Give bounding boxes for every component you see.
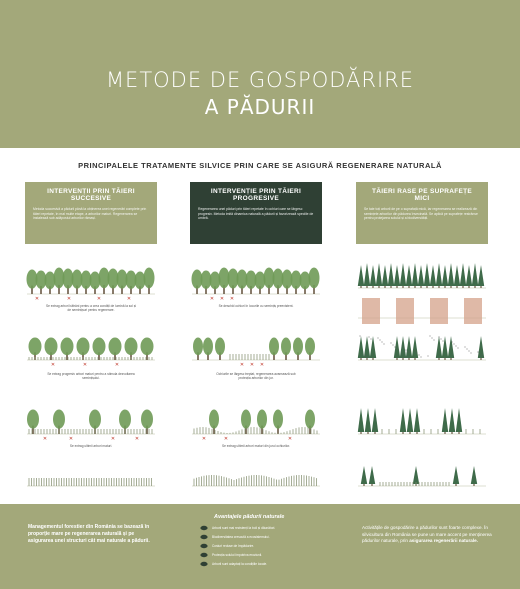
seed-dot <box>480 354 481 355</box>
scene-caption: Ochiurile se lărgesc treptat, regenerarea avansează sub protecția arborilor din jur. <box>216 372 296 381</box>
conifer-tree-icon <box>394 265 400 288</box>
seed-dot <box>360 336 361 337</box>
conifer-tree-icon <box>456 408 462 434</box>
scene-caption: Se extrag progresiv arbori maturi pentru a stimula dezvoltarea semințișului. <box>47 372 135 381</box>
cut-mark-icon: ✕ <box>50 362 56 368</box>
seed-dot <box>439 337 440 338</box>
conifer-tree-icon <box>400 408 406 434</box>
seed-dot <box>471 353 472 354</box>
card-text: Metoda succesivă a pădurii până la obținerea unei regenerări complete prin tăieri repetate, în mai multe etape, a arborilor maturi. Regenerarea se instalează sub adăpostul arborilor rămași. <box>33 207 147 221</box>
conifer-tree-icon <box>358 336 364 360</box>
forest-scene <box>25 266 157 302</box>
cut-mark-icon: ✕ <box>219 296 225 302</box>
forest-scene <box>356 402 488 442</box>
forest-scene <box>356 332 488 368</box>
conifer-tree-icon <box>412 336 418 360</box>
seed-dot <box>452 342 453 343</box>
scene-caption: Se deschid ochiuri în locurile cu semințiș preexistent. <box>218 304 294 308</box>
conifer-tree-icon <box>436 336 442 360</box>
broadleaf-tree-icon <box>144 267 155 294</box>
seed-dot <box>443 341 444 342</box>
seed-dot <box>458 348 459 349</box>
broadleaf-tree-icon <box>305 410 315 434</box>
card-text: Regenerarea unei păduri prin tăieri repetate în ochiuri care se lărgesc progresiv. Metoda imită dinamica naturală a pădurii și favorizează speciile de umbră. <box>198 207 314 221</box>
seed-dot <box>454 344 455 345</box>
conifer-tree-icon <box>472 263 478 288</box>
cut-mark-icon: ✕ <box>259 362 265 368</box>
broadleaf-tree-icon <box>305 338 315 360</box>
footer-right-text: Activitățile de gospodărire a pădurilor sunt foarte complexe. În silvicultura din România se pune un mare accent pe menținerea pădurilor naturale, prin asigurarea regenerării naturale. <box>362 525 492 543</box>
seed-dot <box>415 351 416 352</box>
conifer-tree-icon <box>364 336 370 360</box>
forest-scene <box>356 262 488 296</box>
forest-scene <box>25 464 157 494</box>
seed-dot <box>482 356 483 357</box>
cut-mark-icon: ✕ <box>126 296 132 302</box>
broadleaf-tree-icon <box>29 338 42 360</box>
forest-scene <box>190 266 322 302</box>
main-panel <box>0 148 520 504</box>
leaf-icon <box>200 543 208 549</box>
seed-dot <box>384 344 385 345</box>
broadleaf-tree-icon <box>273 410 283 434</box>
card-title: TĂIERI RASE PE SUPRAFEȚE MICI <box>371 188 473 202</box>
conifer-tree-icon <box>394 336 400 360</box>
conifer-tree-icon <box>436 263 442 288</box>
forest-scene <box>190 464 322 494</box>
seed-dot <box>434 340 435 341</box>
seed-dot <box>408 352 409 353</box>
seed-dot <box>395 347 396 348</box>
broadleaf-tree-icon <box>109 338 122 360</box>
forest-scene <box>25 402 157 442</box>
seed-dot <box>365 355 366 356</box>
list-item: Arborii sunt adaptați la condițiile locale. <box>200 559 330 568</box>
seed-dot <box>378 338 379 339</box>
header <box>0 0 520 148</box>
seed-dot <box>369 337 370 338</box>
forest-scene <box>190 402 322 442</box>
seed-dot <box>391 343 392 344</box>
seed-dot <box>445 343 446 344</box>
card-header <box>190 182 322 244</box>
seed-dot <box>380 340 381 341</box>
cut-mark-icon: ✕ <box>134 436 140 442</box>
advantages-title: Avantajele pădurii naturale <box>214 514 285 520</box>
cut-mark-icon: ✕ <box>96 296 102 302</box>
conifer-tree-icon <box>466 265 472 288</box>
conifer-tree-icon <box>365 408 371 434</box>
conifer-tree-icon <box>364 263 370 288</box>
column-successive-cuttings <box>25 182 157 496</box>
seed-dot <box>456 346 457 347</box>
broadleaf-tree-icon <box>309 267 320 294</box>
broadleaf-tree-icon <box>193 338 203 360</box>
seed-dot <box>441 339 442 340</box>
advantages-list <box>200 514 330 568</box>
conifer-tree-icon <box>358 408 364 434</box>
conifer-tree-icon <box>454 265 460 288</box>
seed-dot <box>478 352 479 353</box>
card-title: INTERVENȚII PRIN TĂIERI SUCCESIVE <box>47 188 135 202</box>
conifer-tree-icon <box>442 336 448 360</box>
page-title-line2: A PĂDURII <box>204 95 316 119</box>
broadleaf-tree-icon <box>293 338 303 360</box>
column-clear-cuttings <box>356 182 488 496</box>
seed-dot <box>402 346 403 347</box>
card-header <box>25 182 157 244</box>
cut-mark-icon: ✕ <box>110 436 116 442</box>
conifer-tree-icon <box>460 263 466 288</box>
cut-mark-icon: ✕ <box>223 436 229 442</box>
list-item: Protecția solului împotriva eroziunii. <box>200 550 330 559</box>
seed-dot <box>417 353 418 354</box>
conifer-tree-icon <box>471 466 477 486</box>
footer <box>0 504 520 589</box>
card-title: INTERVENȚIE PRIN TĂIERI PROGRESIVE <box>210 188 302 202</box>
conifer-tree-icon <box>414 408 420 434</box>
broadleaf-tree-icon <box>241 410 251 434</box>
cut-mark-icon: ✕ <box>34 296 40 302</box>
scene-caption: Se extrag arbori bătrâni pentru a crea condiții de lumină la sol și de semințișuri pentru regenerare. <box>45 304 136 313</box>
conifer-tree-icon <box>400 336 406 360</box>
conifer-tree-icon <box>369 466 375 486</box>
conifer-tree-icon <box>400 263 406 288</box>
seed-dot <box>382 342 383 343</box>
conifer-tree-icon <box>372 408 378 434</box>
conifer-tree-icon <box>448 336 454 360</box>
seed-dot <box>406 350 407 351</box>
list-item: Arborii sunt mai rezistenți la boli și dăunători. <box>200 523 330 532</box>
seed-dot <box>469 351 470 352</box>
cut-plot <box>362 298 380 324</box>
seed-dot <box>430 336 431 337</box>
plot-scene <box>356 296 488 326</box>
forest-scene <box>356 464 488 494</box>
conifer-tree-icon <box>412 263 418 288</box>
scene-caption: Se extrag ultimii arbori maturi din jurul ochiurilor. <box>221 444 291 448</box>
broadleaf-tree-icon <box>77 338 90 360</box>
seed-dot <box>421 357 422 358</box>
seed-dot <box>432 338 433 339</box>
leaf-icon <box>200 525 208 531</box>
broadleaf-tree-icon <box>281 338 291 360</box>
conifer-tree-icon <box>448 263 454 288</box>
forest-scene <box>25 332 157 368</box>
conifer-tree-icon <box>370 265 376 288</box>
panel-subtitle: PRINCIPALELE TRATAMENTE SILVICE PRIN CARE SE ASIGURĂ REGENERARE NATURALĂ <box>78 161 442 170</box>
cut-mark-icon: ✕ <box>229 296 235 302</box>
conifer-tree-icon <box>407 408 413 434</box>
seed-dot <box>419 355 420 356</box>
conifer-tree-icon <box>388 263 394 288</box>
column-progressive-cuttings <box>190 182 322 496</box>
cut-mark-icon: ✕ <box>66 296 72 302</box>
seed-dot <box>397 349 398 350</box>
broadleaf-tree-icon <box>209 410 219 434</box>
leaf-icon <box>200 534 208 540</box>
seed-dot <box>393 345 394 346</box>
cut-mark-icon: ✕ <box>114 362 120 368</box>
broadleaf-tree-icon <box>269 338 279 360</box>
cut-mark-icon: ✕ <box>42 436 48 442</box>
cut-mark-icon: ✕ <box>201 436 207 442</box>
list-item: Biodiversitatea crescută a ecosistemului. <box>200 532 330 541</box>
conifer-tree-icon <box>358 265 364 288</box>
leaf-icon <box>200 552 208 558</box>
conifer-tree-icon <box>453 466 459 486</box>
seed-dot <box>404 348 405 349</box>
forest-scene <box>190 332 322 368</box>
broadleaf-tree-icon <box>61 338 74 360</box>
cut-mark-icon: ✕ <box>287 436 293 442</box>
scene-caption: Se extrag ultimii arbori maturi. <box>69 444 113 448</box>
conifer-tree-icon <box>430 265 436 288</box>
cut-mark-icon: ✕ <box>68 436 74 442</box>
broadleaf-tree-icon <box>45 338 58 360</box>
conifer-tree-icon <box>376 263 382 288</box>
cut-mark-icon: ✕ <box>209 296 215 302</box>
conifer-tree-icon <box>361 466 367 486</box>
broadleaf-tree-icon <box>141 338 154 360</box>
conifer-tree-icon <box>478 265 484 288</box>
footer-left-text: Managementul forestier din România se bazează în proporție mare pe regenerarea naturală și pe asigurarea unei structuri cât mai naturale a pădurii. <box>28 524 150 544</box>
page-title-line1: METODE DE GOSPODĂRIRE <box>105 68 415 92</box>
cut-plot <box>464 298 482 324</box>
conifer-tree-icon <box>406 265 412 288</box>
seed-dot <box>371 339 372 340</box>
conifer-tree-icon <box>370 336 376 360</box>
cut-plot <box>396 298 414 324</box>
broadleaf-tree-icon <box>215 338 225 360</box>
conifer-tree-icon <box>442 408 448 434</box>
conifer-tree-icon <box>382 265 388 288</box>
cut-mark-icon: ✕ <box>239 362 245 368</box>
broadleaf-tree-icon <box>125 338 138 360</box>
conifer-tree-icon <box>418 265 424 288</box>
conifer-tree-icon <box>424 263 430 288</box>
conifer-tree-icon <box>478 336 484 360</box>
conifer-tree-icon <box>442 265 448 288</box>
seed-dot <box>465 347 466 348</box>
cut-plot <box>430 298 448 324</box>
conifer-tree-icon <box>449 408 455 434</box>
seed-dot <box>428 356 429 357</box>
conifer-tree-icon <box>406 336 412 360</box>
card-header <box>356 182 488 244</box>
cut-mark-icon: ✕ <box>82 362 88 368</box>
broadleaf-tree-icon <box>257 410 267 434</box>
seed-dot <box>367 357 368 358</box>
list-item: Costuri reduse de împădurire. <box>200 541 330 550</box>
broadleaf-tree-icon <box>203 338 213 360</box>
cut-mark-icon: ✕ <box>249 362 255 368</box>
card-text: Se taie toți arborii de pe o suprafață mică, iar regenerarea se realizează din semințele arborilor din pădurea învecinată. Se aplică pe suprafețe restrânse pentru protejarea solului și a biodiversității. <box>364 207 478 221</box>
broadleaf-tree-icon <box>93 338 106 360</box>
leaf-icon <box>200 561 208 567</box>
seed-dot <box>467 349 468 350</box>
